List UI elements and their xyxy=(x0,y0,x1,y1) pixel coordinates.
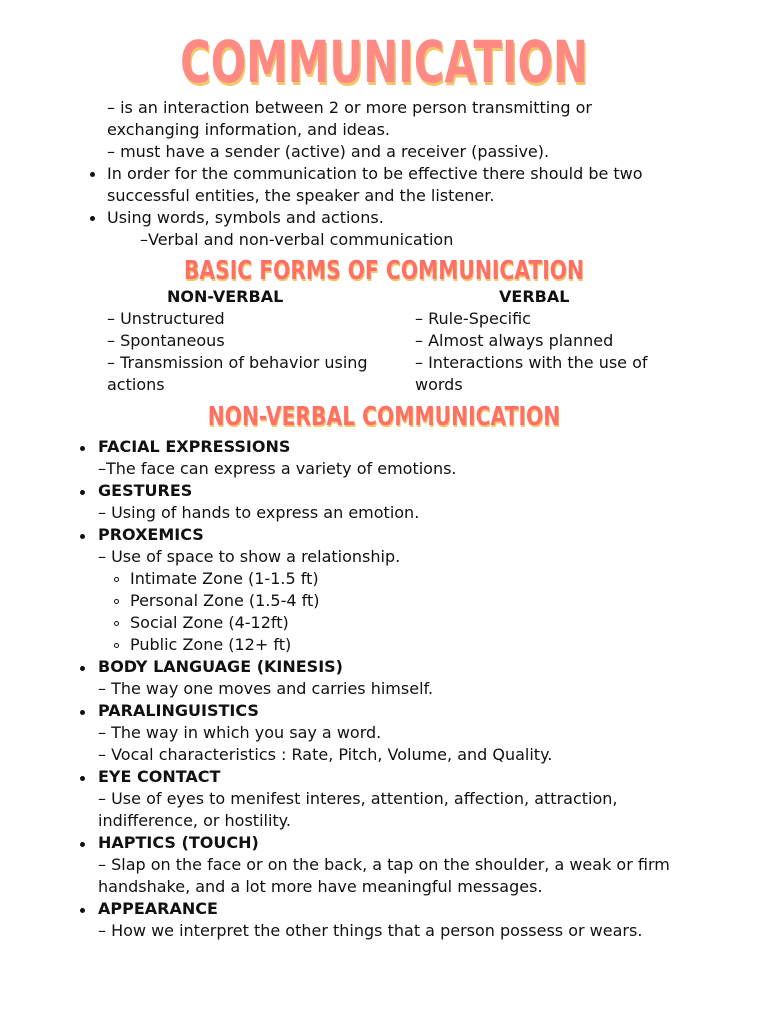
topic-description: indifference, or hostility. xyxy=(98,811,291,830)
sub-bullet-icon xyxy=(114,643,119,648)
sub-bullet-icon xyxy=(114,621,119,626)
verbal-item: words xyxy=(415,375,463,394)
topic-description: – Use of eyes to menifest interes, attention, affection, attraction, xyxy=(98,789,618,808)
topic-description: – The way in which you say a word. xyxy=(98,723,382,742)
topic-description: – Use of space to show a relationship. xyxy=(98,547,401,566)
zone-item: Public Zone (12+ ft) xyxy=(130,635,292,654)
bullet-icon xyxy=(90,216,95,221)
topic-description: – Slap on the face or on the back, a tap on the shoulder, a weak or firm xyxy=(98,855,670,874)
section-title-basic-forms: BASIC FORMS OF COMMUNICATION xyxy=(183,256,585,286)
bullet-icon xyxy=(80,534,85,539)
intro-bullet-text: In order for the communication to be effective there should be two xyxy=(107,164,643,183)
intro-bullet-text: Using words, symbols and actions. xyxy=(107,208,384,227)
sub-bullet-icon xyxy=(114,599,119,604)
topic-heading: HAPTICS (TOUCH) xyxy=(98,833,259,852)
verbal-item: – Rule-Specific xyxy=(415,309,531,328)
topic-description: – Vocal characteristics : Rate, Pitch, Volume, and Quality. xyxy=(98,745,553,764)
verbal-item: – Almost always planned xyxy=(415,331,614,350)
verbal-item: – Interactions with the use of xyxy=(415,353,648,372)
bullet-icon xyxy=(90,172,95,177)
intro-line: – must have a sender (active) and a receiver (passive). xyxy=(107,142,550,161)
nonverbal-item: – Unstructured xyxy=(107,309,225,328)
sub-bullet-icon xyxy=(114,577,119,582)
bullet-icon xyxy=(80,710,85,715)
topic-heading: PARALINGUISTICS xyxy=(98,701,259,720)
bullet-icon xyxy=(80,842,85,847)
topic-heading: BODY LANGUAGE (KINESIS) xyxy=(98,657,343,676)
topic-description: –The face can express a variety of emotions. xyxy=(98,459,457,478)
topic-heading: PROXEMICS xyxy=(98,525,204,544)
topic-heading: APPEARANCE xyxy=(98,899,218,918)
column-header-nonverbal: NON-VERBAL xyxy=(167,287,284,306)
intro-line: exchanging information, and ideas. xyxy=(107,120,390,139)
zone-item: Intimate Zone (1-1.5 ft) xyxy=(130,569,319,588)
bullet-icon xyxy=(80,446,85,451)
bullet-icon xyxy=(80,776,85,781)
topic-heading: GESTURES xyxy=(98,481,193,500)
page-title: COMMUNICATION xyxy=(180,28,588,96)
nonverbal-item: actions xyxy=(107,375,165,394)
nonverbal-item: – Spontaneous xyxy=(107,331,225,350)
intro-bullet-text: successful entities, the speaker and the listener. xyxy=(107,186,495,205)
nonverbal-item: – Transmission of behavior using xyxy=(107,353,368,372)
topic-description: – How we interpret the other things that a person possess or wears. xyxy=(98,921,643,940)
zone-item: Personal Zone (1.5-4 ft) xyxy=(130,591,320,610)
bullet-icon xyxy=(80,490,85,495)
topic-description: – Using of hands to express an emotion. xyxy=(98,503,420,522)
bullet-icon xyxy=(80,666,85,671)
column-header-verbal: VERBAL xyxy=(499,287,570,306)
intro-sub-text: –Verbal and non-verbal communication xyxy=(140,230,454,249)
bullet-icon xyxy=(80,908,85,913)
topic-heading: FACIAL EXPRESSIONS xyxy=(98,437,291,456)
section-title-nonverbal: NON-VERBAL COMMUNICATION xyxy=(207,402,561,432)
intro-line: – is an interaction between 2 or more person transmitting or xyxy=(107,98,592,117)
topic-description: – The way one moves and carries himself. xyxy=(98,679,434,698)
zone-item: Social Zone (4-12ft) xyxy=(130,613,289,632)
topic-description: handshake, and a lot more have meaningful messages. xyxy=(98,877,543,896)
topic-heading: EYE CONTACT xyxy=(98,767,221,786)
